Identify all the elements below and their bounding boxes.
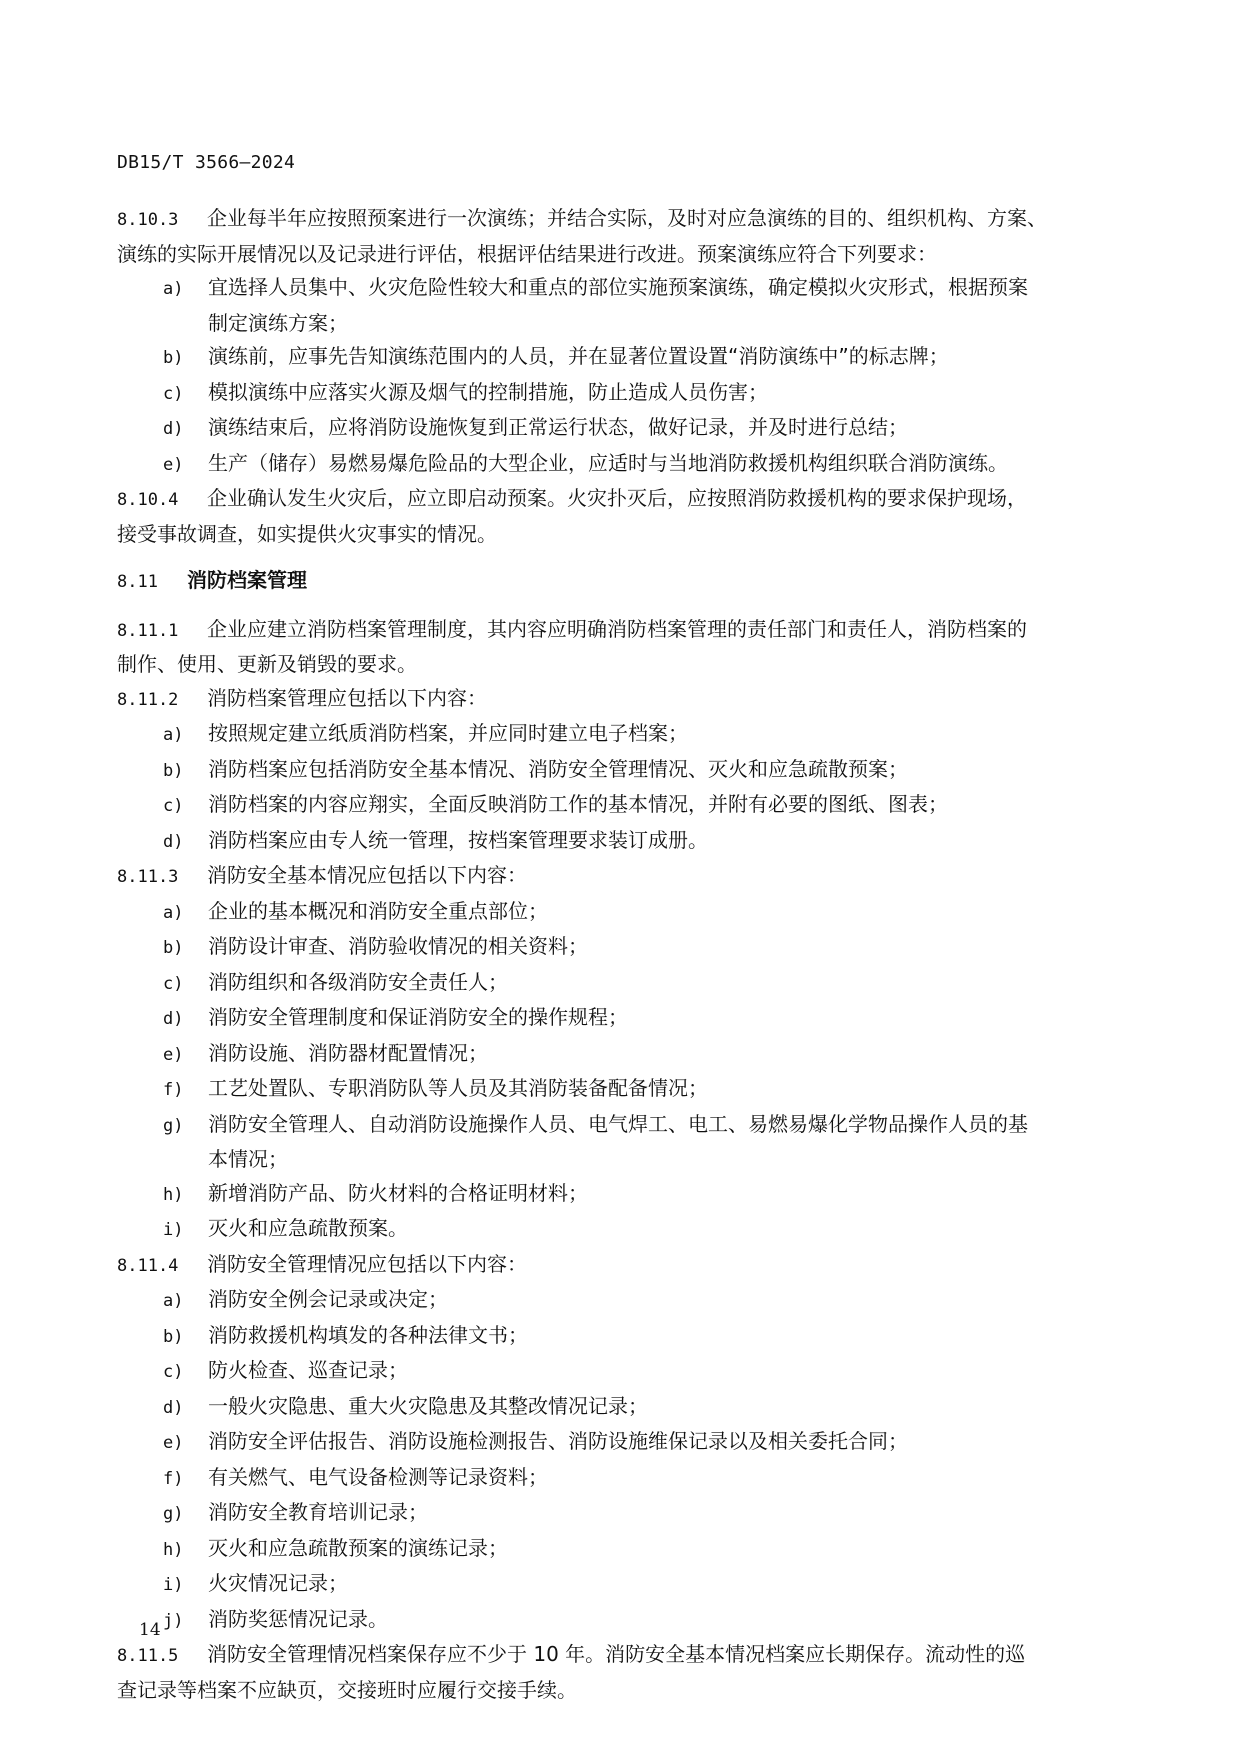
list-item [117,447,1129,483]
item-label: b) [163,760,184,781]
clause-number: 8.11.1 [117,620,179,641]
list-item [117,376,1129,412]
item-text: 防火检查、巡查记录； [208,1358,408,1382]
item-text: 消防安全评估报告、消防设施检测报告、消防设施维保记录以及相关委托合同； [208,1429,908,1453]
item-text: 工艺处置队、专职消防队等人员及其消防装备配备情况； [208,1076,708,1100]
clause-text: 消防档案管理应包括以下内容： [207,685,487,710]
item-text: 消防安全教育培训记录； [208,1500,428,1524]
item-text: 消防奖惩情况记录。 [208,1606,388,1631]
page-number: 14 [139,1620,161,1640]
clause-text-continuation: 制作、使用、更新及销毁的要求。 [117,652,417,676]
item-text: 按照规定建立纸质消防档案，并应同时建立电子档案； [208,721,688,745]
list-item [117,271,1129,307]
item-text: 消防档案应由专人统一管理，按档案管理要求装订成册。 [208,827,708,852]
clause-number: 8.11.2 [117,689,179,710]
item-text: 消防设施、消防器材配置情况； [208,1040,488,1065]
item-label: e) [163,1044,184,1065]
list-item [117,1283,1129,1319]
item-text: 一般火灾隐患、重大火灾隐患及其整改情况记录； [208,1393,648,1418]
item-label: g) [163,1115,184,1136]
list-item [117,753,1129,789]
list-item [117,1212,1129,1248]
item-text: 消防安全管理制度和保证消防安全的操作规程； [208,1005,628,1029]
clause-8-11-4 [117,1248,1129,1284]
list-item [117,895,1129,931]
item-label: d) [163,1009,184,1029]
list-item [117,1390,1129,1426]
item-text-continuation: 制定演练方案； [208,310,348,335]
item-label: b) [163,348,184,368]
clause-number: 8.10.3 [117,210,179,230]
clause-number: 8.11.5 [117,1646,179,1666]
item-label: d) [163,419,184,439]
item-text: 生产（储存）易燃易爆危险品的大型企业，应适时与当地消防救援机构组织联合消防演练。 [208,450,1008,475]
item-label: b) [163,938,184,958]
item-label: h) [163,1184,184,1205]
list-item [117,1496,1129,1532]
item-text: 消防设计审查、消防验收情况的相关资料； [208,934,588,958]
list-item [117,1108,1129,1144]
list-item [117,1319,1129,1355]
list-item [117,340,1129,376]
clause-text: 企业确认发生火灾后，应立即启动预案。火灾扑灭后，应按照消防救援机构的要求保护现场， [207,486,1027,510]
clause-number: 8.11.4 [117,1255,179,1276]
item-text: 宜选择人员集中、火灾危险性较大和重点的部位实施预案演练，确定模拟火灾形式，根据预案 [208,275,1028,299]
item-text: 火灾情况记录； [208,1571,348,1595]
item-text: 演练前，应事先告知演练范围内的人员，并在显著位置设置“消防演练中”的标志牌； [208,344,949,368]
clause-8-10-4 [117,482,1129,518]
clause-text: 消防安全基本情况应包括以下内容： [207,863,527,887]
list-item [117,1001,1129,1037]
item-label: j) [163,1610,184,1631]
item-text: 新增消防产品、防火材料的合格证明材料； [208,1180,588,1205]
item-label: e) [163,1433,184,1453]
list-item [117,1354,1129,1390]
item-text: 消防安全例会记录或决定； [208,1287,448,1311]
item-text: 灭火和应急疏散预案。 [208,1216,408,1240]
clause-text-continuation: 接受事故调查，如实提供火灾事实的情况。 [117,521,497,546]
list-item [117,1461,1129,1497]
clause-text: 消防安全管理情况档案保存应不少于 10 年。消防安全基本情况档案应长期保存。流动性的巡 [207,1642,1026,1666]
document-code: DB15/T 3566—2024 [117,152,296,173]
item-label: a) [163,725,184,745]
item-label: i) [163,1575,184,1595]
item-text: 消防组织和各级消防安全责任人； [208,969,508,994]
item-label: d) [163,831,184,852]
item-label: a) [163,902,184,923]
clause-8-11-3 [117,859,1129,895]
item-label: f) [163,1080,184,1100]
list-item [117,717,1129,753]
document-body [117,202,1129,1707]
clause-number: 8.11.3 [117,867,179,887]
item-text: 演练结束后，应将消防设施恢复到正常运行状态，做好记录，并及时进行总结； [208,415,908,439]
item-label: i) [163,1220,184,1240]
list-item [117,1603,1129,1639]
item-text: 消防档案的内容应翔实，全面反映消防工作的基本情况，并附有必要的图纸、图表； [208,792,948,816]
clause-number: 8.10.4 [117,490,179,510]
list-item [117,411,1129,447]
list-item [117,788,1129,824]
list-item [117,1425,1129,1461]
list-item [117,966,1129,1002]
item-text: 灭火和应急疏散预案的演练记录； [208,1535,508,1560]
clause-text: 企业每半年应按照预案进行一次演练；并结合实际，及时对应急演练的目的、组织机构、方案、 [207,206,1047,230]
item-label: e) [163,454,184,475]
section-heading-8-11 [117,564,1129,600]
list-item [117,1532,1129,1568]
clause-8-11-1 [117,613,1129,649]
item-label: a) [163,1291,184,1311]
section-title: 消防档案管理 [187,568,307,592]
item-label: b) [163,1326,184,1347]
item-label: d) [163,1397,184,1418]
item-label: c) [163,796,184,816]
section-number: 8.11 [117,572,158,592]
list-item [117,930,1129,966]
item-text: 消防安全管理人、自动消防设施操作人员、电气焊工、电工、易燃易爆化学物品操作人员的基 [208,1111,1028,1136]
item-label: c) [163,1362,184,1382]
item-text-continuation: 本情况； [208,1147,288,1171]
item-label: c) [163,973,184,994]
list-item [117,824,1129,860]
item-text: 消防档案应包括消防安全基本情况、消防安全管理情况、灭火和应急疏散预案； [208,756,908,781]
item-label: h) [163,1539,184,1560]
clause-text: 企业应建立消防档案管理制度，其内容应明确消防档案管理的责任部门和责任人，消防档案的 [207,616,1027,641]
clause-text: 消防安全管理情况应包括以下内容： [207,1251,527,1276]
item-label: c) [163,383,184,404]
list-item [117,1037,1129,1073]
list-item [117,1177,1129,1213]
item-label: f) [163,1468,184,1489]
clause-8-10-3 [117,202,1129,238]
item-label: g) [163,1504,184,1524]
item-text: 消防救援机构填发的各种法律文书； [208,1322,528,1347]
list-item [117,1072,1129,1108]
list-item [117,1567,1129,1603]
clause-text-continuation: 演练的实际开展情况以及记录进行评估，根据评估结果进行改进。预案演练应符合下列要求： [117,241,937,266]
clause-text-continuation: 查记录等档案不应缺页，交接班时应履行交接手续。 [117,1677,577,1702]
item-text: 模拟演练中应落实火源及烟气的控制措施，防止造成人员伤害； [208,379,768,404]
item-text: 企业的基本概况和消防安全重点部位； [208,898,548,923]
item-label: a) [163,279,184,299]
clause-8-11-5 [117,1638,1129,1674]
item-text: 有关燃气、电气设备检测等记录资料； [208,1464,548,1489]
clause-8-11-2 [117,682,1129,718]
